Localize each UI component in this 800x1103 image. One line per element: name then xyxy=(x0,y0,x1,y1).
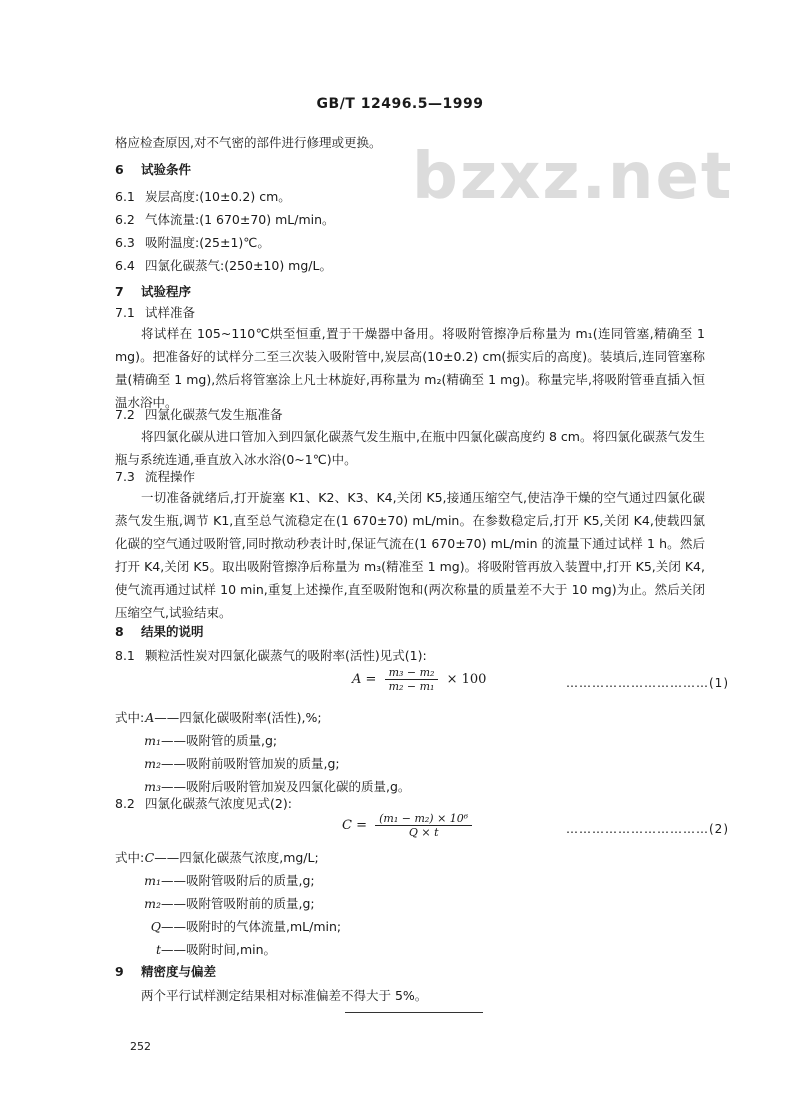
definition-symbol: m₂ xyxy=(144,756,161,771)
section-title: 结果的说明 xyxy=(141,624,204,639)
condition-6-2 xyxy=(115,210,335,228)
clause-number: 6.4 xyxy=(115,258,135,273)
equation-lhs: C = xyxy=(342,818,367,833)
fraction-denominator: Q × t xyxy=(375,825,472,839)
definition-row xyxy=(115,869,341,892)
equation-fraction xyxy=(375,812,472,839)
definition-lead: 式中: xyxy=(115,710,145,725)
definition-row xyxy=(115,706,410,729)
definition-lead: 式中: xyxy=(115,850,145,865)
equation-2-definitions xyxy=(115,846,341,961)
condition-6-3 xyxy=(115,233,270,251)
clause-text: 四氯化碳蒸气:(250±10) mg/L。 xyxy=(145,258,332,273)
definition-text: ——吸附管吸附后的质量,g; xyxy=(161,873,315,888)
section-number: 9 xyxy=(115,964,124,979)
definition-text: ——吸附管吸附前的质量,g; xyxy=(161,896,315,911)
clause-number: 7.3 xyxy=(115,469,135,484)
definition-text: ——四氯化碳蒸气浓度,mg/L; xyxy=(154,850,319,865)
clause-text: 四氯化碳蒸气浓度见式(2): xyxy=(145,796,292,811)
clause-number: 6.2 xyxy=(115,212,135,227)
definition-symbol: t xyxy=(155,942,161,957)
definition-symbol: A xyxy=(145,710,155,725)
clause-title: 试样准备 xyxy=(145,305,196,320)
page-number: 252 xyxy=(130,1040,151,1053)
equation-fraction xyxy=(385,666,439,693)
equation-lhs: A = xyxy=(352,672,377,687)
section-9-heading xyxy=(115,962,216,980)
section-7-heading xyxy=(115,282,191,300)
clause-number: 8.1 xyxy=(115,648,135,663)
fraction-numerator: m₃ − m₂ xyxy=(388,666,435,679)
section-8-heading xyxy=(115,622,204,640)
clause-number: 6.1 xyxy=(115,189,135,204)
equation-tail: × 100 xyxy=(446,672,487,687)
definition-symbol: m₁ xyxy=(144,733,161,748)
section-6-heading xyxy=(115,160,191,178)
clause-title: 流程操作 xyxy=(145,469,196,484)
clause-8-2 xyxy=(115,794,292,812)
section-number: 6 xyxy=(115,162,124,177)
condition-6-4 xyxy=(115,256,332,274)
fraction-denominator: m₂ − m₁ xyxy=(385,679,439,693)
equation-2-number: ……………………………(2) xyxy=(566,822,729,836)
definition-row xyxy=(115,915,341,938)
clause-number: 7.1 xyxy=(115,305,135,320)
equation-1-definitions xyxy=(115,706,410,798)
definition-symbol: m₃ xyxy=(144,779,161,794)
end-rule xyxy=(345,1012,483,1013)
definition-row xyxy=(115,938,341,961)
definition-row xyxy=(115,752,410,775)
section-9-text: 两个平行试样测定结果相对标准偏差不得大于 5%。 xyxy=(141,988,428,1003)
clause-7-2-body: 将四氯化碳从进口管加入到四氯化碳蒸气发生瓶中,在瓶中四氯化碳高度约 8 cm。将四氯化碳蒸气发生瓶与系统连通,垂直放入冰水浴(0~1℃)中。 xyxy=(115,429,705,467)
clause-title: 四氯化碳蒸气发生瓶准备 xyxy=(145,407,283,422)
definition-symbol: m₁ xyxy=(144,873,161,888)
definition-text: ——吸附后吸附管加炭及四氯化碳的质量,g。 xyxy=(161,779,411,794)
section-title: 试验条件 xyxy=(141,162,192,177)
definition-text: ——吸附管的质量,g; xyxy=(161,733,278,748)
definition-row xyxy=(115,892,341,915)
clause-number: 7.2 xyxy=(115,407,135,422)
equation-2 xyxy=(342,812,476,839)
definition-symbol: Q xyxy=(150,919,161,934)
clause-text: 炭层高度:(10±0.2) cm。 xyxy=(145,189,291,204)
clause-number: 6.3 xyxy=(115,235,135,250)
equation-1 xyxy=(352,666,486,693)
condition-6-1 xyxy=(115,187,291,205)
clause-text: 气体流量:(1 670±70) mL/min。 xyxy=(145,212,335,227)
definition-row xyxy=(115,729,410,752)
definition-row xyxy=(115,846,341,869)
watermark: bzxz.net xyxy=(412,140,734,214)
clause-text: 颗粒活性炭对四氯化碳蒸气的吸附率(活性)见式(1): xyxy=(145,648,427,663)
section-title: 精密度与偏差 xyxy=(141,964,217,979)
equation-1-number: ……………………………(1) xyxy=(566,676,729,690)
definition-symbol: m₂ xyxy=(144,896,161,911)
clause-8-1 xyxy=(115,646,427,664)
section-number: 8 xyxy=(115,624,124,639)
fraction-numerator: (m₁ − m₂) × 10⁶ xyxy=(379,812,469,825)
definition-text: ——吸附前吸附管加炭的质量,g; xyxy=(161,756,340,771)
definition-text: ——吸附时间,min。 xyxy=(161,942,277,957)
clause-7-3-body: 一切准备就绪后,打开旋塞 K1、K2、K3、K4,关闭 K5,接通压缩空气,使洁净干燥的空气通过四氯化碳蒸气发生瓶,调节 K1,直至总气流稳定在(1 670±70) mL/min。在参数稳定后,打开 K5,关闭 K4,使载四氯化碳的空气通过吸附管,同时揿动秒表计时,保证气流在(1 670±70) mL/min 的流量下通过试样 1 h。然后打开 K4,关闭 K5。取出吸附管擦净后称量为 m₃(精准至 1 mg)。将吸附管再放入装置中,打开 K5,关闭 K4,使气流再通过试样 10 min,重复上述操作,直至吸附饱和(两次称量的质量差不大于 10 mg)为止。然后关闭压缩空气,试验结束。 xyxy=(115,490,705,620)
clause-text: 吸附温度:(25±1)℃。 xyxy=(145,235,270,250)
definition-text: ——四氯化碳吸附率(活性),%; xyxy=(154,710,322,725)
clause-7-2-heading xyxy=(115,405,283,423)
clause-7-1-body: 将试样在 105~110℃烘至恒重,置于干燥器中备用。将吸附管擦净后称量为 m₁(连同管塞,精确至 1 mg)。把准备好的试样分二至三次装入吸附管中,炭层高(10±0.2) cm(振实后的高度)。装填后,连同管塞称量(精确至 1 mg),然后将管塞涂上凡士林旋好,再称量为 m₂(精确至 1 mg)。称量完毕,将吸附管垂直插入恒温水浴中。 xyxy=(115,326,705,410)
definition-text: ——吸附时的气体流量,mL/min; xyxy=(161,919,342,934)
definition-symbol: C xyxy=(144,850,155,865)
clause-7-3-heading xyxy=(115,467,195,485)
clause-7-1-heading xyxy=(115,303,195,321)
section-number: 7 xyxy=(115,284,124,299)
section-title: 试验程序 xyxy=(141,284,192,299)
clause-number: 8.2 xyxy=(115,796,135,811)
document-header: GB/T 12496.5—1999 xyxy=(316,96,484,112)
intro-line: 格应检查原因,对不气密的部件进行修理或更换。 xyxy=(115,135,382,150)
